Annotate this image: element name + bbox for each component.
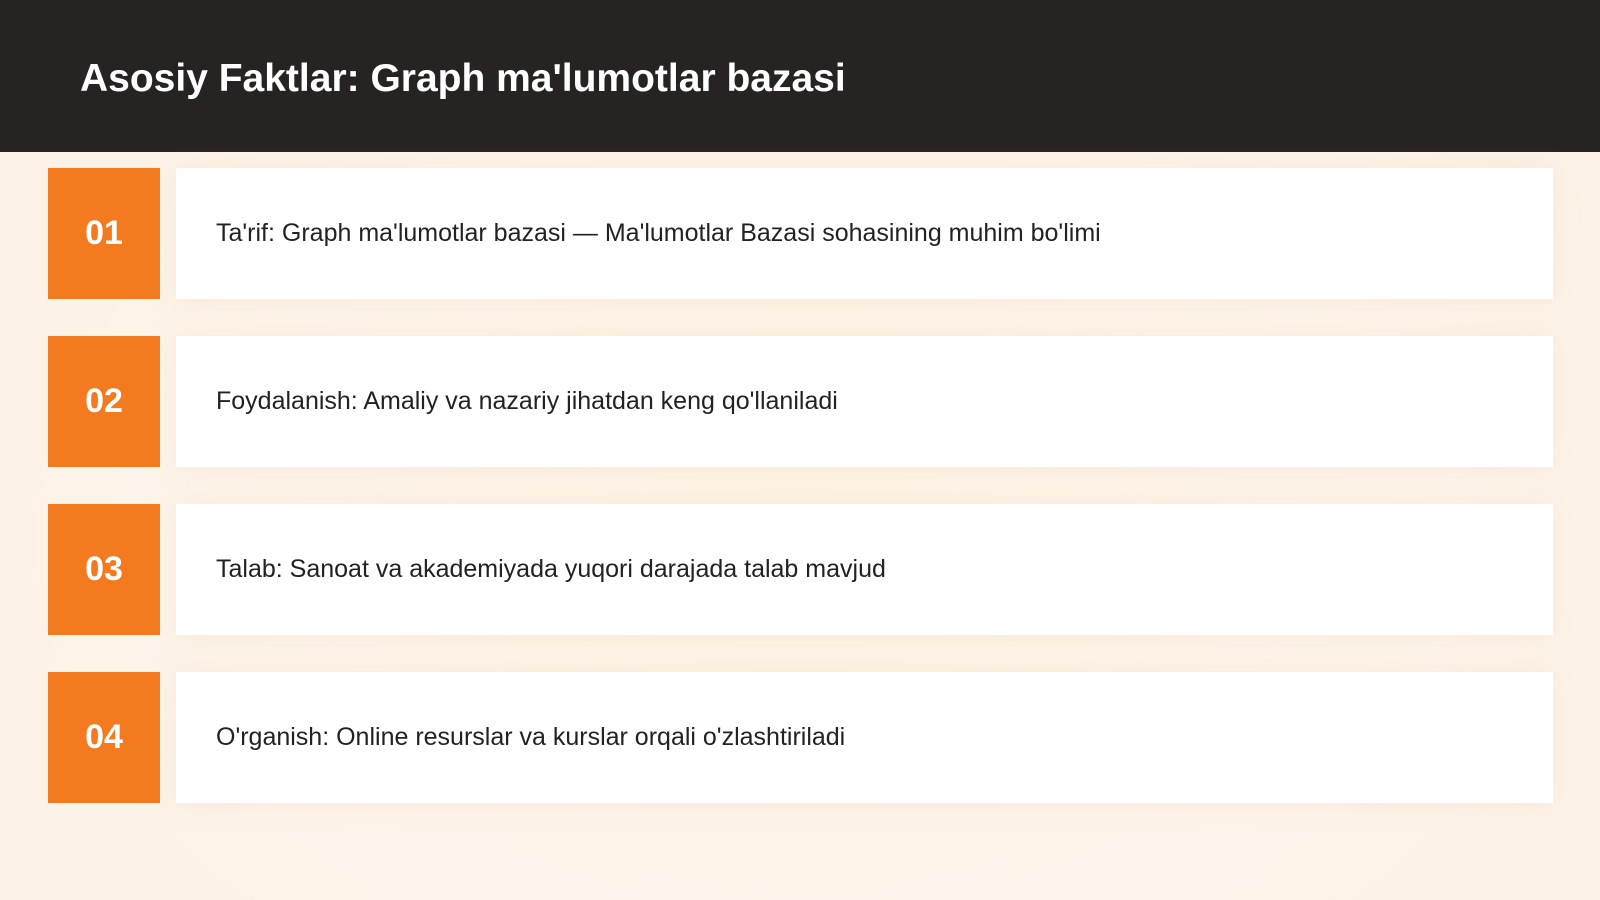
slide-header	[0, 0, 1600, 152]
fact-row-1	[48, 168, 1553, 299]
fact-row-2	[48, 336, 1553, 467]
fact-text: O'rganish: Online resurslar va kurslar orqali o'zlashtiriladi	[216, 723, 846, 751]
slide-title: Asosiy Faktlar: Graph ma'lumotlar bazasi	[80, 57, 846, 100]
fact-card	[176, 504, 1553, 635]
fact-card	[176, 672, 1553, 803]
fact-number-badge: 03	[48, 504, 160, 635]
fact-text: Talab: Sanoat va akademiyada yuqori darajada talab mavjud	[216, 555, 886, 583]
facts-list	[48, 168, 1553, 840]
fact-number-badge: 01	[48, 168, 160, 299]
fact-number-badge: 04	[48, 672, 160, 803]
fact-row-3	[48, 504, 1553, 635]
fact-number-badge: 02	[48, 336, 160, 467]
fact-row-4	[48, 672, 1553, 803]
fact-card	[176, 336, 1553, 467]
fact-card	[176, 168, 1553, 299]
fact-text: Ta'rif: Graph ma'lumotlar bazasi — Ma'lumotlar Bazasi sohasining muhim bo'limi	[216, 219, 1101, 247]
fact-text: Foydalanish: Amaliy va nazariy jihatdan keng qo'llaniladi	[216, 387, 838, 415]
